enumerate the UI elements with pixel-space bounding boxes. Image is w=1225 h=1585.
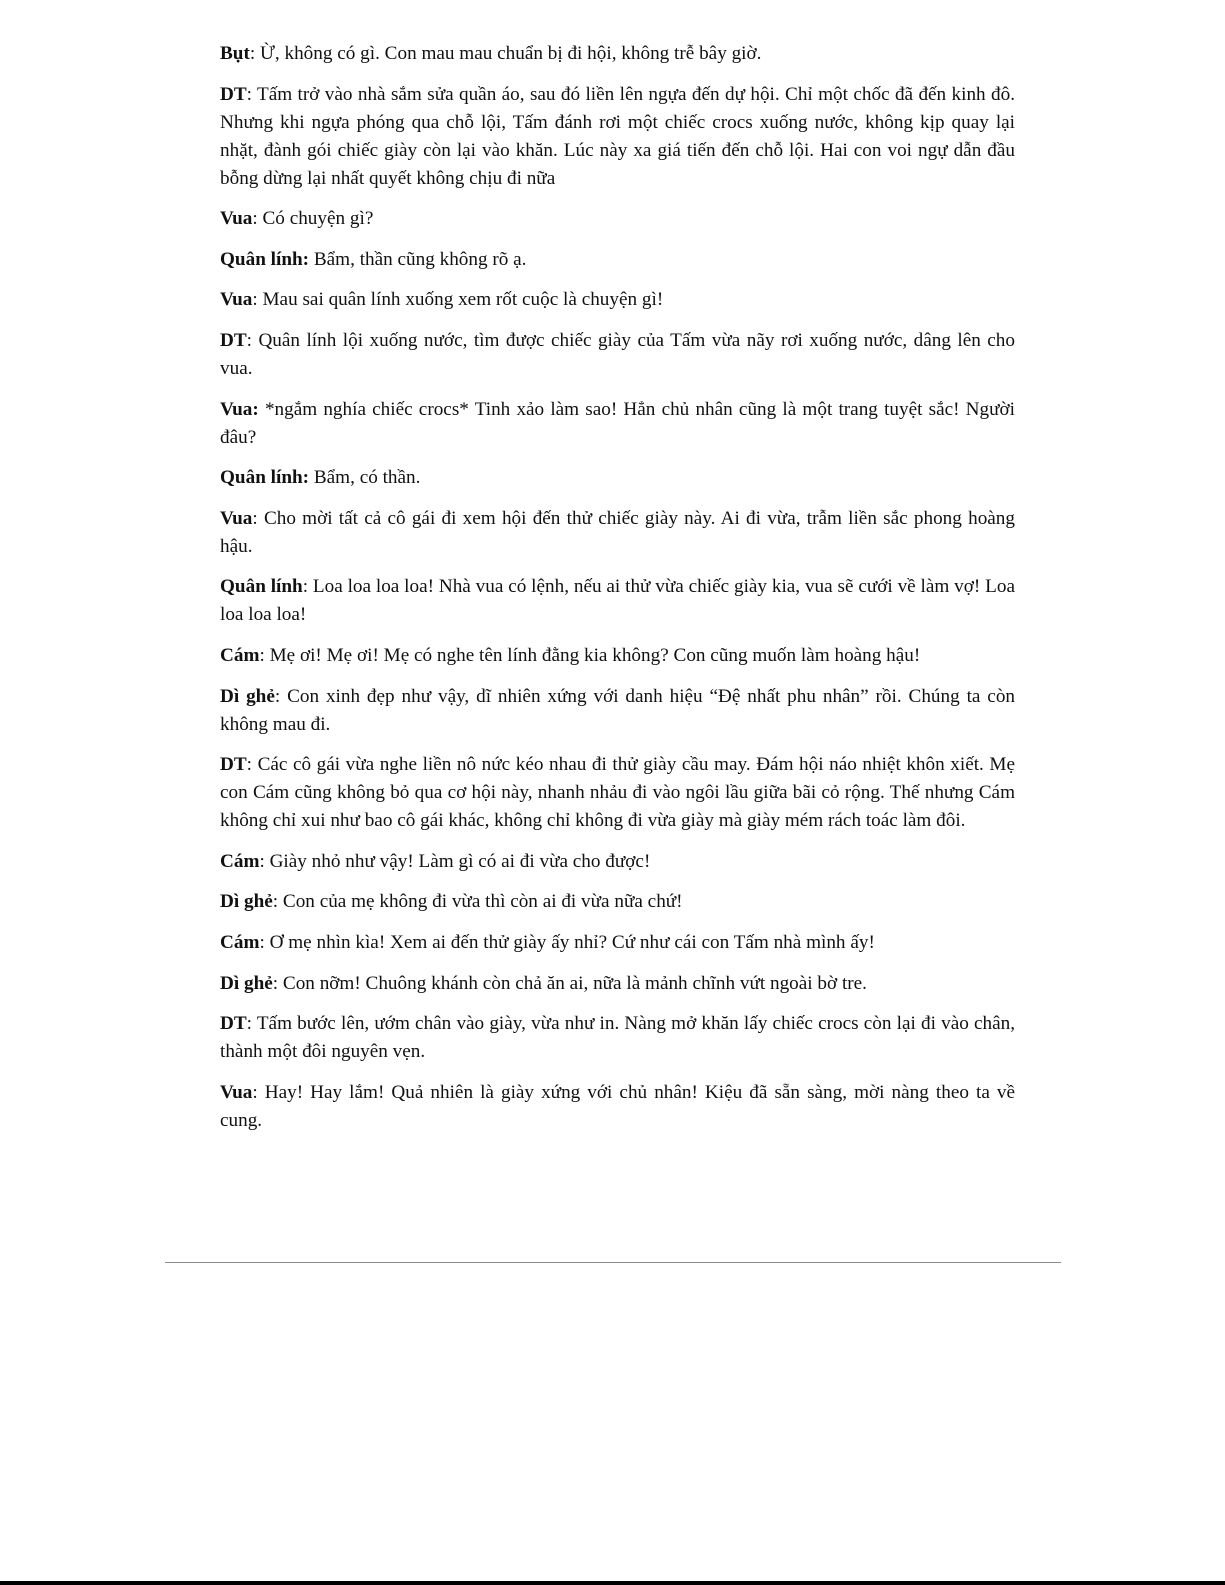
separator: : <box>252 507 264 529</box>
separator: : <box>252 208 263 230</box>
separator: : <box>249 43 260 64</box>
speaker-name: DT <box>220 83 247 105</box>
speaker-name: DT <box>220 754 247 776</box>
line-text: Bẩm, thần cũng không rõ ạ. <box>313 248 527 270</box>
line-text: Quân lính lội xuống nước, tìm được chiếc giày của Tấm vừa nãy rơi xuống nước, dâng lên cho vua. <box>220 329 1015 379</box>
dialogue-line <box>220 40 1015 68</box>
speaker-name: Quân lính: <box>220 467 310 489</box>
speaker-name: DT <box>220 329 247 351</box>
speaker-name: DT <box>220 1013 247 1035</box>
line-text: Bẩm, có thần. <box>313 467 421 489</box>
dialogue-line <box>220 464 1015 492</box>
separator: : <box>259 644 270 666</box>
speaker-name: Bụt <box>220 43 250 64</box>
page-footer-divider <box>165 1262 1061 1263</box>
line-text: Ừ, không có gì. Con mau mau chuẩn bị đi hội, không trễ bây giờ. <box>260 43 762 64</box>
speaker-name: Vua: <box>220 398 259 420</box>
speaker-name: Dì ghẻ <box>220 685 275 707</box>
line-text: Cho mời tất cả cô gái đi xem hội đến thử chiếc giày này. Ai đi vừa, trẫm liền sắc phong hoàng hậu. <box>220 507 1015 557</box>
dialogue-line <box>220 81 1015 193</box>
line-text: Loa loa loa loa! Nhà vua có lệnh, nếu ai thử vừa chiếc giày kia, vua sẽ cưới về làm vợ! Loa loa loa loa! <box>220 576 1015 626</box>
speaker-name: Quân lính: <box>220 248 310 270</box>
separator: : <box>252 1081 265 1103</box>
dialogue-line <box>220 286 1015 314</box>
dialogue-line <box>220 246 1015 274</box>
dialogue-line <box>220 205 1015 233</box>
dialogue-line <box>220 1010 1015 1066</box>
line-text: Mau sai quân lính xuống xem rốt cuộc là chuyện gì! <box>262 289 664 311</box>
dialogue-line <box>220 888 1015 916</box>
line-text: Con xinh đẹp như vậy, dĩ nhiên xứng với danh hiệu “Đệ nhất phu nhân” rồi. Chúng ta còn không mau đi. <box>220 685 1016 735</box>
line-text: Tấm trở vào nhà sắm sửa quần áo, sau đó liền lên ngựa đến dự hội. Chỉ một chốc đã đến kinh đô. Nhưng khi ngựa phóng qua chỗ lội, Tấm đánh rơi một chiếc crocs xuống nước, không kịp quay lại nhặt, đành gói chiếc giày còn lại vào khăn. Lúc này xa giá tiến đến chỗ lội. Hai con voi ngự dẫn đầu bỗng dừng lại nhất quyết không chịu đi nữa <box>220 83 1015 189</box>
dialogue-line <box>220 573 1015 629</box>
separator: : <box>246 754 258 776</box>
line-text: Tấm bước lên, ướm chân vào giày, vừa như in. Nàng mở khăn lấy chiếc crocs còn lại đi vào chân, thành một đôi nguyên vẹn. <box>220 1013 1016 1063</box>
dialogue-line <box>220 751 1015 835</box>
separator: : <box>246 83 258 105</box>
speaker-name: Vua <box>220 507 253 529</box>
dialogue-line <box>220 1079 1015 1135</box>
dialogue-line <box>220 970 1015 998</box>
dialogue-line <box>220 929 1015 957</box>
speaker-name: Vua <box>220 208 253 230</box>
script-text <box>220 40 1015 1147</box>
speaker-name: Cám <box>220 850 260 872</box>
separator: : <box>259 931 270 953</box>
line-text: Mẹ ơi! Mẹ ơi! Mẹ có nghe tên lính đằng kia không? Con cũng muốn làm hoàng hậu! <box>269 644 921 666</box>
line-text: *ngắm nghía chiếc crocs* Tinh xảo làm sao! Hẳn chủ nhân cũng là một trang tuyệt sắc! Người đâu? <box>220 398 1016 448</box>
separator: : <box>246 1013 257 1035</box>
line-text: Các cô gái vừa nghe liền nô nức kéo nhau đi thử giày cầu may. Đám hội náo nhiệt khôn xiết. Mẹ con Cám cũng không bỏ qua cơ hội này, nhanh nhảu đi vào ngôi lầu giữa bãi cỏ rộng. Thế nhưng Cám không chỉ xui như bao cô gái khác, không chỉ không đi vừa giày mà giày mém rách toác làm đôi. <box>220 754 1015 832</box>
speaker-name: Dì ghẻ <box>220 972 273 994</box>
separator: : <box>259 850 270 872</box>
separator: : <box>302 576 313 598</box>
speaker-name: Cám <box>220 931 260 953</box>
separator: : <box>252 289 263 311</box>
line-text: Giày nhỏ như vậy! Làm gì có ai đi vừa cho được! <box>269 850 651 872</box>
dialogue-line <box>220 505 1015 561</box>
dialogue-line <box>220 848 1015 876</box>
line-text: Con của mẹ không đi vừa thì còn ai đi vừa nữa chứ! <box>282 891 683 913</box>
separator: : <box>274 685 288 707</box>
line-text: Hay! Hay lắm! Quả nhiên là giày xứng với chủ nhân! Kiệu đã sẵn sàng, mời nàng theo ta về cung. <box>220 1081 1015 1131</box>
speaker-name: Dì ghẻ <box>220 891 273 913</box>
line-text: Có chuyện gì? <box>262 208 374 230</box>
dialogue-line <box>220 683 1015 739</box>
dialogue-line <box>220 396 1015 452</box>
line-text: Ơ mẹ nhìn kìa! Xem ai đến thử giày ấy nhỉ? Cứ như cái con Tấm nhà mình ấy! <box>269 931 875 953</box>
speaker-name: Cám <box>220 644 260 666</box>
speaker-name: Vua <box>220 289 253 311</box>
line-text: Con nỡm! Chuông khánh còn chả ăn ai, nữa là mảnh chĩnh vứt ngoài bờ tre. <box>282 972 867 994</box>
separator: : <box>272 972 283 994</box>
page-bottom-edge <box>0 1581 1225 1585</box>
speaker-name: Quân lính <box>220 576 303 598</box>
speaker-name: Vua <box>220 1081 253 1103</box>
separator: : <box>272 891 283 913</box>
dialogue-line <box>220 642 1015 670</box>
dialogue-line <box>220 327 1015 383</box>
separator: : <box>246 329 259 351</box>
